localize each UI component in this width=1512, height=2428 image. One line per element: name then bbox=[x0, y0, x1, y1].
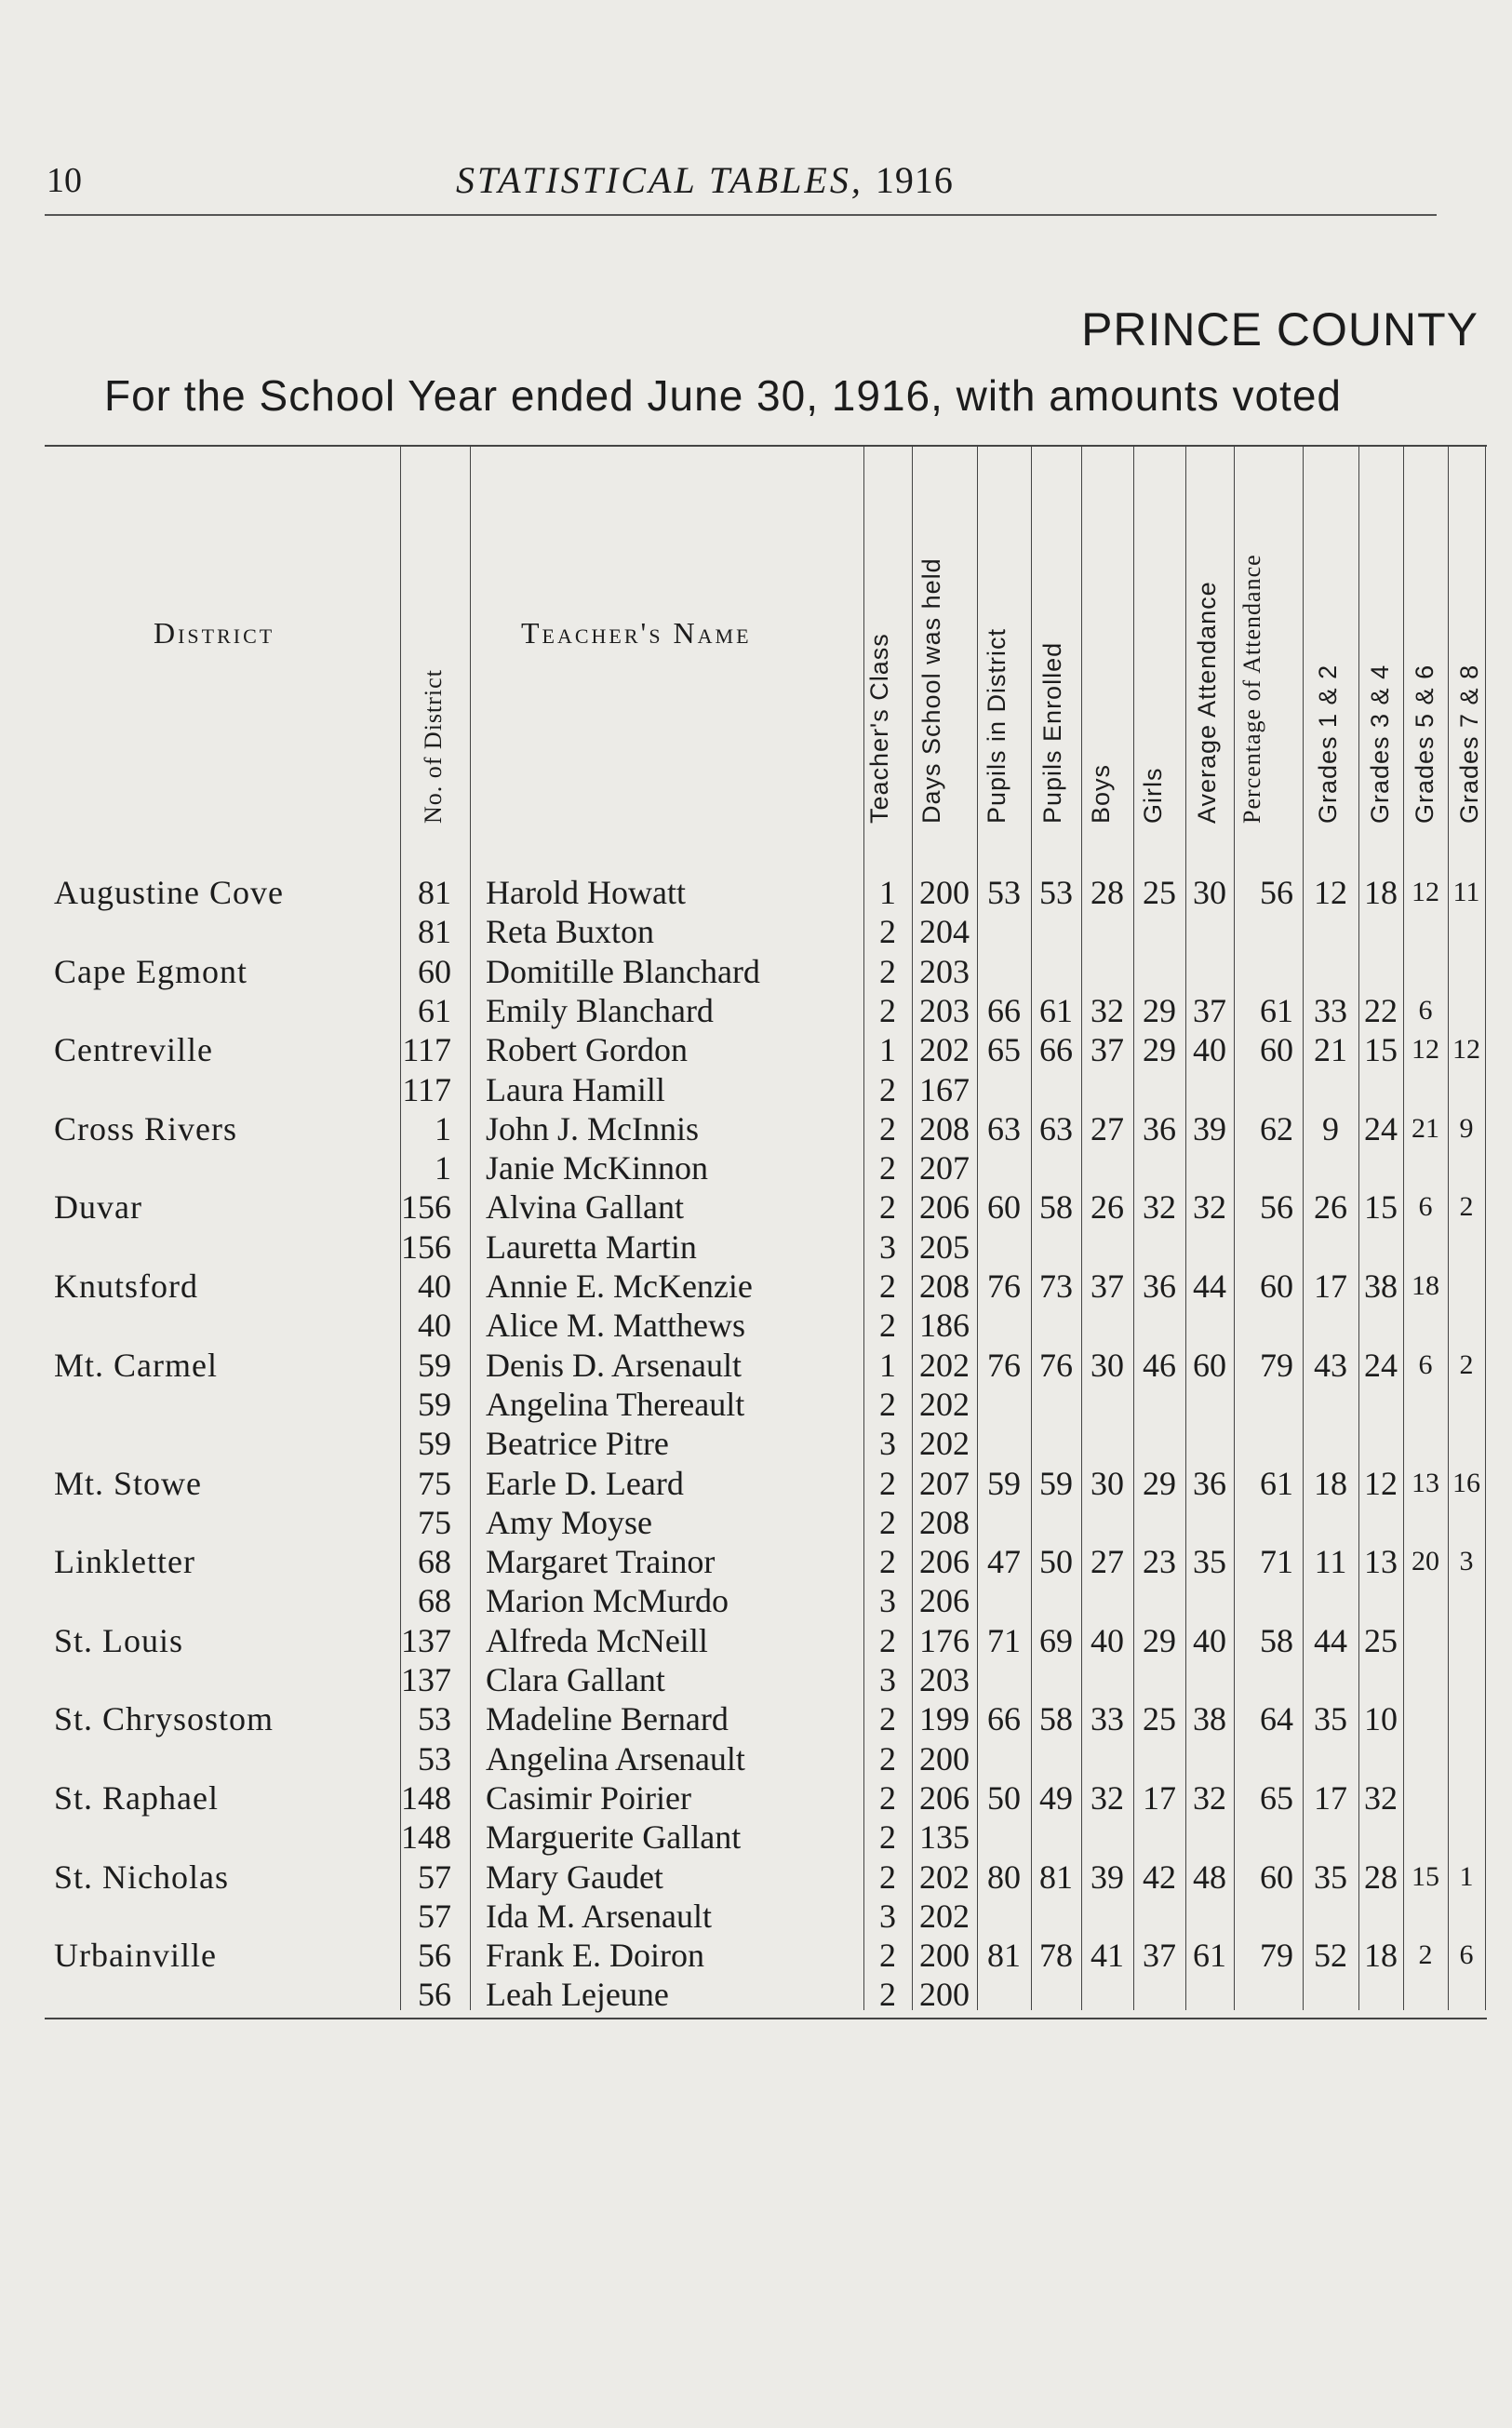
boys-count: 27 bbox=[1091, 1109, 1124, 1147]
district-name: Urbainville bbox=[54, 1937, 217, 1975]
girls-count: 36 bbox=[1143, 1268, 1176, 1305]
days-held: 203 bbox=[919, 952, 970, 990]
header-teachers-class: Teacher's Class bbox=[865, 633, 893, 824]
district-number: 148 bbox=[401, 1818, 451, 1857]
district-number: 59 bbox=[418, 1425, 451, 1463]
running-title-year: 1916 bbox=[875, 159, 954, 201]
teacher-name: Domitille Blanchard bbox=[486, 952, 760, 990]
days-held: 200 bbox=[919, 1976, 970, 2014]
grades-7-8: 3 bbox=[1459, 1546, 1474, 1577]
district-number: 75 bbox=[418, 1464, 451, 1502]
average-attendance: 40 bbox=[1193, 1031, 1226, 1069]
district-number: 117 bbox=[402, 1031, 451, 1069]
grades-7-8: 2 bbox=[1459, 1191, 1474, 1223]
days-held: 204 bbox=[919, 913, 970, 951]
pupils-in-district: 47 bbox=[987, 1543, 1021, 1581]
pupils-in-district: 50 bbox=[987, 1778, 1021, 1817]
district-name: Mt. Stowe bbox=[54, 1464, 203, 1502]
teacher-name: Alvina Gallant bbox=[486, 1188, 684, 1227]
average-attendance: 30 bbox=[1193, 874, 1226, 911]
grades-3-4: 12 bbox=[1364, 1464, 1398, 1502]
days-held: 208 bbox=[919, 1503, 970, 1541]
teacher-class: 2 bbox=[879, 1858, 896, 1896]
grades-5-6: 20 bbox=[1412, 1546, 1439, 1577]
district-number: 117 bbox=[402, 1070, 451, 1108]
girls-count: 46 bbox=[1143, 1346, 1176, 1384]
pupils-in-district: 81 bbox=[987, 1937, 1021, 1975]
days-held: 202 bbox=[919, 1897, 970, 1935]
average-attendance: 32 bbox=[1193, 1778, 1226, 1817]
teacher-class: 2 bbox=[879, 1739, 896, 1777]
grades-1-2: 35 bbox=[1314, 1858, 1347, 1896]
pupils-in-district: 65 bbox=[987, 1031, 1021, 1069]
teacher-class: 2 bbox=[879, 1543, 896, 1581]
grades-5-6: 6 bbox=[1418, 1348, 1433, 1380]
average-attendance: 40 bbox=[1193, 1621, 1226, 1659]
teacher-class: 1 bbox=[879, 1031, 896, 1069]
district-number: 57 bbox=[418, 1858, 451, 1896]
pupils-in-district: 63 bbox=[987, 1109, 1021, 1147]
average-attendance: 35 bbox=[1193, 1543, 1226, 1581]
teacher-name: John J. McInnis bbox=[486, 1109, 700, 1147]
boys-count: 27 bbox=[1091, 1543, 1124, 1581]
header-teacher-name: Teacher's Name bbox=[521, 616, 752, 650]
grades-1-2: 11 bbox=[1314, 1543, 1347, 1581]
district-name: Mt. Carmel bbox=[54, 1346, 218, 1384]
days-held: 202 bbox=[919, 1346, 970, 1384]
teacher-class: 2 bbox=[879, 991, 896, 1029]
grades-7-8: 12 bbox=[1452, 1034, 1480, 1066]
girls-count: 32 bbox=[1143, 1188, 1176, 1227]
average-attendance: 32 bbox=[1193, 1188, 1226, 1227]
days-held: 202 bbox=[919, 1425, 970, 1463]
column-rule bbox=[1358, 447, 1359, 2010]
girls-count: 17 bbox=[1143, 1778, 1176, 1817]
district-name: St. Louis bbox=[54, 1621, 184, 1659]
days-held: 206 bbox=[919, 1778, 970, 1817]
header-grades-1-2: Grades 1 & 2 bbox=[1314, 664, 1342, 824]
boys-count: 32 bbox=[1091, 991, 1124, 1029]
district-number: 68 bbox=[418, 1582, 451, 1620]
grades-3-4: 32 bbox=[1364, 1778, 1398, 1817]
average-attendance: 44 bbox=[1193, 1268, 1226, 1305]
header-pupils-enrolled: Pupils Enrolled bbox=[1038, 641, 1066, 824]
district-number: 53 bbox=[418, 1739, 451, 1777]
grades-3-4: 28 bbox=[1364, 1858, 1398, 1896]
teacher-name: Robert Gordon bbox=[486, 1031, 688, 1069]
percentage-attendance: 61 bbox=[1260, 1464, 1293, 1502]
pupils-in-district: 76 bbox=[987, 1346, 1021, 1384]
grades-3-4: 15 bbox=[1364, 1031, 1398, 1069]
girls-count: 36 bbox=[1143, 1109, 1176, 1147]
days-held: 206 bbox=[919, 1188, 970, 1227]
teacher-class: 2 bbox=[879, 1188, 896, 1227]
days-held: 203 bbox=[919, 991, 970, 1029]
district-number: 56 bbox=[418, 1937, 451, 1975]
grades-7-8: 6 bbox=[1459, 1939, 1474, 1971]
grades-1-2: 43 bbox=[1314, 1346, 1347, 1384]
district-number: 156 bbox=[401, 1188, 451, 1227]
grades-3-4: 13 bbox=[1364, 1543, 1398, 1581]
grades-3-4: 25 bbox=[1364, 1621, 1398, 1659]
girls-count: 37 bbox=[1143, 1937, 1176, 1975]
teacher-name: Ida M. Arsenault bbox=[486, 1897, 712, 1935]
pupils-enrolled: 53 bbox=[1039, 874, 1073, 911]
teacher-class: 2 bbox=[879, 1464, 896, 1502]
pupils-enrolled: 66 bbox=[1039, 1031, 1073, 1069]
district-name: Augustine Cove bbox=[54, 874, 284, 911]
header-grades-5-6: Grades 5 & 6 bbox=[1411, 664, 1438, 824]
girls-count: 29 bbox=[1143, 991, 1176, 1029]
teacher-class: 2 bbox=[879, 1149, 896, 1187]
teacher-class: 3 bbox=[879, 1661, 896, 1698]
pupils-enrolled: 61 bbox=[1039, 991, 1073, 1029]
grades-3-4: 18 bbox=[1364, 874, 1398, 911]
header-days-held: Days School was held bbox=[917, 557, 945, 824]
district-number: 1 bbox=[435, 1109, 451, 1147]
grades-5-6: 12 bbox=[1412, 877, 1439, 907]
teacher-name: Marguerite Gallant bbox=[486, 1818, 742, 1857]
days-held: 200 bbox=[919, 1937, 970, 1975]
average-attendance: 39 bbox=[1193, 1109, 1226, 1147]
boys-count: 30 bbox=[1091, 1346, 1124, 1384]
header-district: District bbox=[154, 616, 275, 650]
grades-5-6: 13 bbox=[1412, 1467, 1439, 1498]
header-boys: Boys bbox=[1087, 763, 1115, 824]
grades-1-2: 52 bbox=[1314, 1937, 1347, 1975]
days-held: 207 bbox=[919, 1149, 970, 1187]
column-rule bbox=[1303, 447, 1304, 2010]
district-number: 40 bbox=[418, 1268, 451, 1305]
page-number: 10 bbox=[47, 161, 82, 200]
days-held: 207 bbox=[919, 1464, 970, 1502]
grades-5-6: 12 bbox=[1412, 1034, 1439, 1066]
days-held: 206 bbox=[919, 1582, 970, 1620]
teacher-name: Margaret Trainor bbox=[486, 1543, 716, 1581]
teacher-class: 1 bbox=[879, 1346, 896, 1384]
teacher-class: 2 bbox=[879, 1268, 896, 1305]
girls-count: 25 bbox=[1143, 1700, 1176, 1738]
teacher-name: Denis D. Arsenault bbox=[486, 1346, 742, 1384]
header-percentage-attendance: Percentage of Attendance bbox=[1238, 554, 1265, 824]
teacher-name: Angelina Thereault bbox=[486, 1385, 745, 1423]
boys-count: 32 bbox=[1091, 1778, 1124, 1817]
percentage-attendance: 56 bbox=[1260, 1188, 1293, 1227]
teacher-name: Madeline Bernard bbox=[486, 1700, 729, 1738]
teacher-name: Lauretta Martin bbox=[486, 1227, 697, 1266]
days-held: 208 bbox=[919, 1109, 970, 1147]
teacher-class: 2 bbox=[879, 1778, 896, 1817]
grades-3-4: 22 bbox=[1364, 991, 1398, 1029]
column-rule bbox=[1403, 447, 1404, 2010]
pupils-in-district: 59 bbox=[987, 1464, 1021, 1502]
pupils-enrolled: 76 bbox=[1039, 1346, 1073, 1384]
pupils-enrolled: 69 bbox=[1039, 1621, 1073, 1659]
pupils-enrolled: 63 bbox=[1039, 1109, 1073, 1147]
column-rule bbox=[1031, 447, 1032, 2010]
table-subtitle: For the School Year ended June 30, 1916, with amounts voted bbox=[104, 371, 1342, 420]
running-title bbox=[456, 158, 954, 202]
header-grades-7-8: Grades 7 & 8 bbox=[1455, 664, 1483, 824]
district-number: 75 bbox=[418, 1503, 451, 1541]
grades-1-2: 12 bbox=[1314, 874, 1347, 911]
percentage-attendance: 79 bbox=[1260, 1346, 1293, 1384]
boys-count: 28 bbox=[1091, 874, 1124, 911]
days-held: 199 bbox=[919, 1700, 970, 1738]
grades-7-8: 11 bbox=[1452, 877, 1480, 907]
boys-count: 37 bbox=[1091, 1268, 1124, 1305]
days-held: 167 bbox=[919, 1070, 970, 1108]
grades-1-2: 44 bbox=[1314, 1621, 1347, 1659]
grades-3-4: 18 bbox=[1364, 1937, 1398, 1975]
percentage-attendance: 60 bbox=[1260, 1858, 1293, 1896]
days-held: 202 bbox=[919, 1031, 970, 1069]
girls-count: 29 bbox=[1143, 1464, 1176, 1502]
district-number: 56 bbox=[418, 1976, 451, 2014]
teacher-class: 2 bbox=[879, 913, 896, 951]
average-attendance: 60 bbox=[1193, 1346, 1226, 1384]
pupils-enrolled: 58 bbox=[1039, 1188, 1073, 1227]
district-number: 1 bbox=[435, 1149, 451, 1187]
teacher-class: 2 bbox=[879, 1503, 896, 1541]
header-average-attendance: Average Attendance bbox=[1193, 581, 1221, 824]
teacher-name: Annie E. McKenzie bbox=[486, 1268, 753, 1305]
teacher-class: 2 bbox=[879, 1700, 896, 1738]
percentage-attendance: 61 bbox=[1260, 991, 1293, 1029]
column-rule bbox=[1133, 447, 1134, 2010]
pupils-enrolled: 73 bbox=[1039, 1268, 1073, 1305]
column-rule bbox=[977, 447, 978, 2010]
district-number: 60 bbox=[418, 952, 451, 990]
days-held: 203 bbox=[919, 1661, 970, 1698]
district-name: St. Nicholas bbox=[54, 1858, 229, 1896]
teacher-name: Reta Buxton bbox=[486, 913, 654, 951]
pupils-enrolled: 50 bbox=[1039, 1543, 1073, 1581]
district-name: Knutsford bbox=[54, 1268, 198, 1305]
district-number: 137 bbox=[401, 1621, 451, 1659]
girls-count: 29 bbox=[1143, 1621, 1176, 1659]
boys-count: 41 bbox=[1091, 1937, 1124, 1975]
grades-1-2: 33 bbox=[1314, 991, 1347, 1029]
grades-3-4: 38 bbox=[1364, 1268, 1398, 1305]
percentage-attendance: 71 bbox=[1260, 1543, 1293, 1581]
teacher-name: Alfreda McNeill bbox=[486, 1621, 708, 1659]
teacher-name: Harold Howatt bbox=[486, 874, 686, 911]
teacher-name: Marion McMurdo bbox=[486, 1582, 729, 1620]
teacher-class: 1 bbox=[879, 874, 896, 911]
district-number: 148 bbox=[401, 1778, 451, 1817]
district-name: St. Raphael bbox=[54, 1778, 219, 1817]
girls-count: 29 bbox=[1143, 1031, 1176, 1069]
grades-5-6: 6 bbox=[1418, 994, 1433, 1026]
district-name: Linkletter bbox=[54, 1543, 195, 1581]
days-held: 208 bbox=[919, 1268, 970, 1305]
district-number: 68 bbox=[418, 1543, 451, 1581]
column-rule bbox=[470, 447, 471, 2010]
days-held: 135 bbox=[919, 1818, 970, 1857]
teacher-class: 2 bbox=[879, 1621, 896, 1659]
pupils-enrolled: 78 bbox=[1039, 1937, 1073, 1975]
days-held: 176 bbox=[919, 1621, 970, 1659]
pupils-enrolled: 58 bbox=[1039, 1700, 1073, 1738]
teacher-name: Janie McKinnon bbox=[486, 1149, 708, 1187]
teacher-class: 3 bbox=[879, 1897, 896, 1935]
district-number: 156 bbox=[401, 1227, 451, 1266]
column-rule bbox=[1185, 447, 1186, 2010]
grades-3-4: 10 bbox=[1364, 1700, 1398, 1738]
grades-7-8: 1 bbox=[1459, 1860, 1474, 1892]
top-rule bbox=[45, 214, 1437, 216]
teacher-class: 2 bbox=[879, 1070, 896, 1108]
teacher-name: Amy Moyse bbox=[486, 1503, 652, 1541]
district-name: Cape Egmont bbox=[54, 952, 248, 990]
district-name: Cross Rivers bbox=[54, 1109, 238, 1147]
grades-1-2: 21 bbox=[1314, 1031, 1347, 1069]
grades-5-6: 15 bbox=[1412, 1860, 1439, 1892]
boys-count: 39 bbox=[1091, 1858, 1124, 1896]
average-attendance: 38 bbox=[1193, 1700, 1226, 1738]
grades-5-6: 6 bbox=[1418, 1191, 1433, 1223]
column-rule bbox=[1234, 447, 1235, 2010]
percentage-attendance: 62 bbox=[1260, 1109, 1293, 1147]
teacher-name: Earle D. Leard bbox=[486, 1464, 684, 1502]
percentage-attendance: 60 bbox=[1260, 1031, 1293, 1069]
pupils-in-district: 80 bbox=[987, 1858, 1021, 1896]
boys-count: 33 bbox=[1091, 1700, 1124, 1738]
days-held: 206 bbox=[919, 1543, 970, 1581]
teacher-class: 3 bbox=[879, 1425, 896, 1463]
grades-3-4: 15 bbox=[1364, 1188, 1398, 1227]
district-number: 81 bbox=[418, 874, 451, 911]
pupils-enrolled: 49 bbox=[1039, 1778, 1073, 1817]
district-number: 59 bbox=[418, 1346, 451, 1384]
teacher-name: Beatrice Pitre bbox=[486, 1425, 669, 1463]
days-held: 200 bbox=[919, 1739, 970, 1777]
district-number: 59 bbox=[418, 1385, 451, 1423]
table-top-rule bbox=[45, 445, 1487, 447]
grades-1-2: 9 bbox=[1322, 1109, 1339, 1147]
average-attendance: 48 bbox=[1193, 1858, 1226, 1896]
district-number: 40 bbox=[418, 1307, 451, 1345]
grades-1-2: 18 bbox=[1314, 1464, 1347, 1502]
column-rule bbox=[863, 447, 864, 2010]
days-held: 202 bbox=[919, 1385, 970, 1423]
days-held: 186 bbox=[919, 1307, 970, 1345]
days-held: 202 bbox=[919, 1858, 970, 1896]
grades-1-2: 17 bbox=[1314, 1268, 1347, 1305]
pupils-in-district: 53 bbox=[987, 874, 1021, 911]
header-grades-3-4: Grades 3 & 4 bbox=[1366, 664, 1394, 824]
column-rule bbox=[1081, 447, 1082, 2010]
district-number: 57 bbox=[418, 1897, 451, 1935]
district-name: St. Chrysostom bbox=[54, 1700, 274, 1738]
teacher-name: Clara Gallant bbox=[486, 1661, 665, 1698]
boys-count: 26 bbox=[1091, 1188, 1124, 1227]
percentage-attendance: 65 bbox=[1260, 1778, 1293, 1817]
column-rule bbox=[1448, 447, 1449, 2010]
teacher-class: 2 bbox=[879, 1976, 896, 2014]
district-name: Centreville bbox=[54, 1031, 213, 1069]
teacher-name: Mary Gaudet bbox=[486, 1858, 663, 1896]
grades-5-6: 18 bbox=[1412, 1270, 1439, 1301]
grades-3-4: 24 bbox=[1364, 1109, 1398, 1147]
boys-count: 37 bbox=[1091, 1031, 1124, 1069]
grades-3-4: 24 bbox=[1364, 1346, 1398, 1384]
percentage-attendance: 56 bbox=[1260, 874, 1293, 911]
teacher-class: 3 bbox=[879, 1582, 896, 1620]
grades-7-8: 9 bbox=[1459, 1112, 1474, 1144]
average-attendance: 36 bbox=[1193, 1464, 1226, 1502]
pupils-enrolled: 59 bbox=[1039, 1464, 1073, 1502]
teacher-name: Casimir Poirier bbox=[486, 1778, 691, 1817]
grades-5-6: 21 bbox=[1412, 1112, 1439, 1144]
district-number: 81 bbox=[418, 913, 451, 951]
header-girls: Girls bbox=[1139, 767, 1167, 824]
boys-count: 30 bbox=[1091, 1464, 1124, 1502]
pupils-in-district: 66 bbox=[987, 1700, 1021, 1738]
teacher-name: Emily Blanchard bbox=[486, 991, 714, 1029]
percentage-attendance: 58 bbox=[1260, 1621, 1293, 1659]
teacher-class: 2 bbox=[879, 1109, 896, 1147]
boys-count: 40 bbox=[1091, 1621, 1124, 1659]
girls-count: 42 bbox=[1143, 1858, 1176, 1896]
teacher-class: 2 bbox=[879, 1385, 896, 1423]
girls-count: 25 bbox=[1143, 874, 1176, 911]
grades-1-2: 26 bbox=[1314, 1188, 1347, 1227]
pupils-enrolled: 81 bbox=[1039, 1858, 1073, 1896]
teacher-name: Angelina Arsenault bbox=[486, 1739, 745, 1777]
teacher-class: 2 bbox=[879, 1937, 896, 1975]
district-number: 61 bbox=[418, 991, 451, 1029]
teacher-class: 3 bbox=[879, 1227, 896, 1266]
pupils-in-district: 76 bbox=[987, 1268, 1021, 1305]
teacher-class: 2 bbox=[879, 952, 896, 990]
days-held: 200 bbox=[919, 874, 970, 911]
days-held: 205 bbox=[919, 1227, 970, 1266]
teacher-name: Alice M. Matthews bbox=[486, 1307, 745, 1345]
table-bottom-rule bbox=[45, 2018, 1487, 2019]
pupils-in-district: 66 bbox=[987, 991, 1021, 1029]
pupils-in-district: 60 bbox=[987, 1188, 1021, 1227]
percentage-attendance: 79 bbox=[1260, 1937, 1293, 1975]
grades-7-8: 2 bbox=[1459, 1348, 1474, 1380]
column-rule bbox=[1485, 447, 1486, 2010]
grades-7-8: 16 bbox=[1452, 1467, 1480, 1498]
district-number: 137 bbox=[401, 1661, 451, 1698]
average-attendance: 61 bbox=[1193, 1937, 1226, 1975]
grades-5-6: 2 bbox=[1418, 1939, 1433, 1971]
percentage-attendance: 60 bbox=[1260, 1268, 1293, 1305]
teacher-name: Frank E. Doiron bbox=[486, 1937, 704, 1975]
pupils-in-district: 71 bbox=[987, 1621, 1021, 1659]
grades-1-2: 17 bbox=[1314, 1778, 1347, 1817]
district-name: Duvar bbox=[54, 1188, 142, 1227]
county-heading: PRINCE COUNTY bbox=[1081, 303, 1479, 355]
header-no-of-district: No. of District bbox=[420, 669, 447, 824]
district-number: 53 bbox=[418, 1700, 451, 1738]
header-pupils-in-district: Pupils in District bbox=[983, 627, 1010, 824]
percentage-attendance: 64 bbox=[1260, 1700, 1293, 1738]
teacher-class: 2 bbox=[879, 1307, 896, 1345]
teacher-name: Leah Lejeune bbox=[486, 1976, 669, 2014]
teacher-name: Laura Hamill bbox=[486, 1070, 665, 1108]
teacher-class: 2 bbox=[879, 1818, 896, 1857]
running-title-text: STATISTICAL TABLES, bbox=[456, 159, 863, 201]
grades-1-2: 35 bbox=[1314, 1700, 1347, 1738]
average-attendance: 37 bbox=[1193, 991, 1226, 1029]
girls-count: 23 bbox=[1143, 1543, 1176, 1581]
